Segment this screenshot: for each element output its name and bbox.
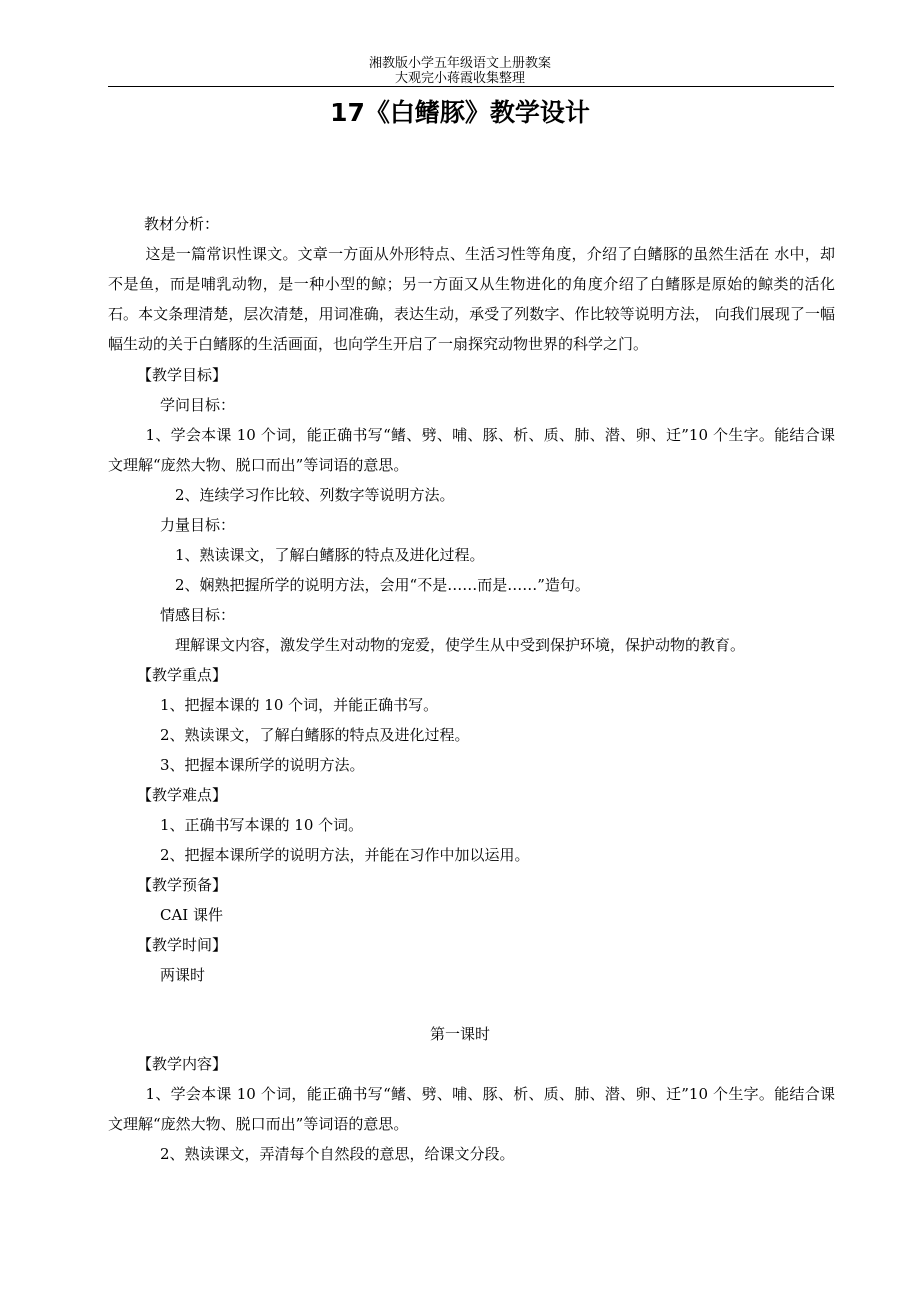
header-divider bbox=[108, 86, 834, 87]
preparation-text: CAI 课件 bbox=[160, 906, 224, 924]
difficulty-item: 1、正确书写本课的 10 个词。 bbox=[160, 816, 364, 834]
key-point-item: 2、熟读课文，了解白鳍豚的特点及进化过程。 bbox=[160, 726, 470, 744]
ability-goal-label: 力量目标： bbox=[160, 516, 236, 534]
time-heading: 【教学时间】 bbox=[137, 936, 228, 954]
header-line-1: 湘教版小学五年级语文上册教案 bbox=[368, 56, 551, 71]
key-point-item: 1、把握本课的 10 个词，并能正确书写。 bbox=[160, 696, 439, 714]
time-text: 两课时 bbox=[160, 966, 206, 984]
goals-heading: 【教学目标】 bbox=[137, 366, 228, 384]
knowledge-goal-label: 学问目标： bbox=[160, 396, 236, 414]
ability-goal-1: 1、熟读课文，了解白鳍豚的特点及进化过程。 bbox=[175, 546, 485, 564]
page-title: 17《白鳍豚》教学设计 bbox=[330, 98, 590, 127]
lesson-1-title: 第一课时 bbox=[429, 1025, 490, 1043]
ability-goal-2: 2、娴熟把握所学的说明方法，会用“不是……而是……”造句。 bbox=[175, 576, 590, 594]
emotion-goal-label: 情感目标： bbox=[160, 606, 236, 624]
key-point-item: 3、把握本课所学的说明方法。 bbox=[160, 756, 365, 774]
lesson-1-content-heading: 【教学内容】 bbox=[137, 1055, 228, 1073]
analysis-paragraph: 这是一篇常识性课文。文章一方面从外形特点、生活习性等角度，介绍了白鳍豚的虽然生活在 水中，却不是鱼，而是哺乳动物，是一种小型的鲸；另一方面又从生物进化的角度介绍了白鳍豚是原始的鲸类的活化石。本文条理清楚，层次清楚，用词准确，表达生动，承受了列数字、作比较等说明方法， 向我们展现了一幅幅生动的关于白鳍豚的生活画面，也向学生开启了一扇探究动物世界的科学之门。 bbox=[108, 245, 835, 353]
preparation-heading: 【教学预备】 bbox=[137, 876, 228, 894]
key-points-heading: 【教学重点】 bbox=[137, 666, 228, 684]
emotion-goal-1: 理解课文内容，激发学生对动物的宠爱，使学生从中受到保护环境，保护动物的教育。 bbox=[175, 636, 746, 654]
difficulty-item: 2、把握本课所学的说明方法，并能在习作中加以运用。 bbox=[160, 846, 530, 864]
difficulties-heading: 【教学难点】 bbox=[137, 786, 228, 804]
knowledge-goal-2: 2、连续学习作比较、列数字等说明方法。 bbox=[175, 486, 455, 504]
knowledge-goal-1: 1、学会本课 10 个词，能正确书写“鳍、劈、哺、豚、析、质、肺、潜、卵、迁”10 个生字。能结合课文理解“庞然大物、脱口而出”等词语的意思。 bbox=[108, 426, 835, 474]
lesson-1-item-2: 2、熟读课文，弄清每个自然段的意思，给课文分段。 bbox=[160, 1145, 515, 1163]
analysis-label: 教材分析： bbox=[144, 215, 220, 233]
header-line-2: 大观完小蒋霞收集整理 bbox=[394, 71, 525, 86]
lesson-1-item-1: 1、学会本课 10 个词，能正确书写“鳍、劈、哺、豚、析、质、肺、潜、卵、迁”10 个生字。能结合课文理解“庞然大物、脱口而出”等词语的意思。 bbox=[108, 1085, 835, 1133]
